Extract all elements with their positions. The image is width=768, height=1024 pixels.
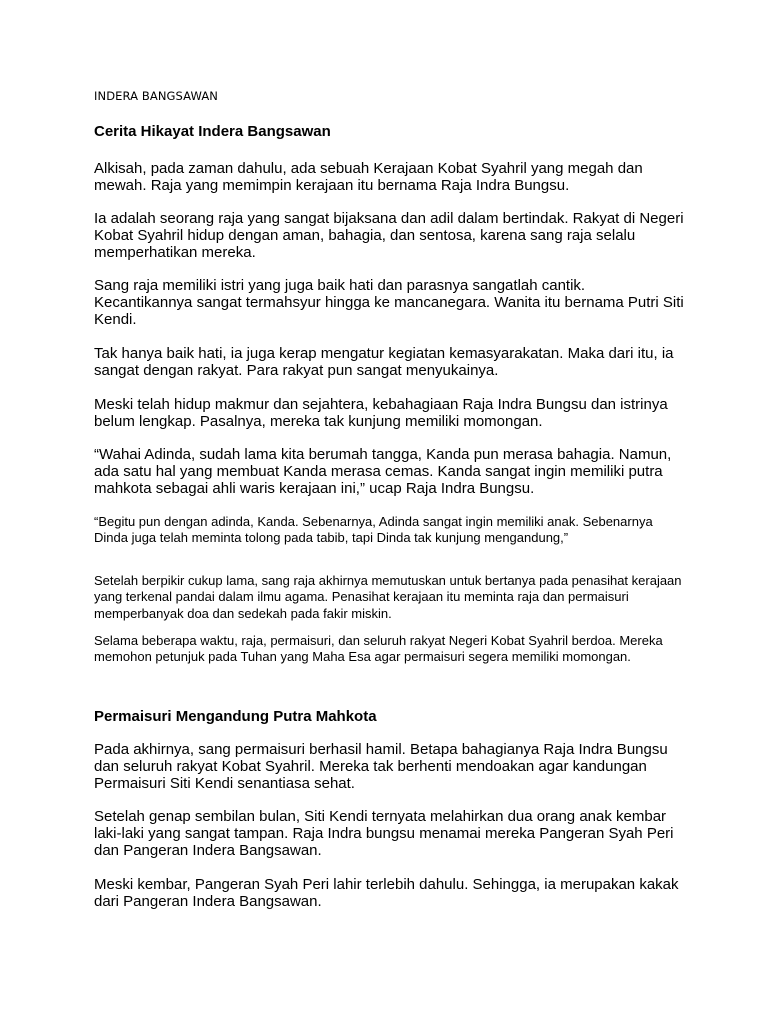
paragraph: Pada akhirnya, sang permaisuri berhasil hamil. Betapa bahagianya Raja Indra Bungsu dan seluruh rakyat Kobat Syahril. Mereka tak berhenti mendoakan agar kandungan Permaisuri Siti Kendi senantiasa sehat. <box>94 741 668 792</box>
paragraph: “Wahai Adinda, sudah lama kita berumah tangga, Kanda pun merasa bahagia. Namun, ada satu hal yang membuat Kanda merasa cemas. Kanda sangat ingin memiliki putra mahkota sebagai ahli waris kerajaan ini,” ucap Raja Indra Bungsu. <box>94 446 672 497</box>
story-title: Cerita Hikayat Indera Bangsawan <box>94 123 331 140</box>
document-label: INDERA BANGSAWAN <box>94 89 218 103</box>
paragraph: Ia adalah seorang raja yang sangat bijaksana dan adil dalam bertindak. Rakyat di Negeri Kobat Syahril hidup dengan aman, bahagia, dan sentosa, karena sang raja selalu memperhatikan mereka. <box>94 210 684 261</box>
paragraph: Tak hanya baik hati, ia juga kerap mengatur kegiatan kemasyarakatan. Maka dari itu, ia sangat dengan rakyat. Para rakyat pun sangat menyukainya. <box>94 345 674 379</box>
paragraph: Sang raja memiliki istri yang juga baik hati dan parasnya sangatlah cantik. Kecantikannya sangat termahsyur hingga ke mancanegara. Wanita itu bernama Putri Siti Kendi. <box>94 277 684 328</box>
section-heading: Permaisuri Mengandung Putra Mahkota <box>94 708 377 725</box>
paragraph: Alkisah, pada zaman dahulu, ada sebuah Kerajaan Kobat Syahril yang megah dan mewah. Raja yang memimpin kerajaan itu bernama Raja Indra Bungsu. <box>94 160 643 194</box>
paragraph: Setelah berpikir cukup lama, sang raja akhirnya memutuskan untuk bertanya pada penasihat kerajaan yang terkenal pandai dalam ilmu agama. Penasihat kerajaan itu meminta raja dan permaisuri memperbanyak doa dan sedekah pada fakir miskin. <box>94 573 682 621</box>
paragraph: “Begitu pun dengan adinda, Kanda. Sebenarnya, Adinda sangat ingin memiliki anak. Sebenarnya Dinda juga telah meminta tolong pada tabib, tapi Dinda tak kunjung mengandung,” <box>94 514 653 546</box>
paragraph: Selama beberapa waktu, raja, permaisuri, dan seluruh rakyat Negeri Kobat Syahril berdoa. Mereka memohon petunjuk pada Tuhan yang Maha Esa agar permaisuri segera memiliki momongan. <box>94 633 663 665</box>
paragraph: Meski kembar, Pangeran Syah Peri lahir terlebih dahulu. Sehingga, ia merupakan kakak dari Pangeran Indera Bangsawan. <box>94 876 679 910</box>
paragraph: Meski telah hidup makmur dan sejahtera, kebahagiaan Raja Indra Bungsu dan istrinya belum lengkap. Pasalnya, mereka tak kunjung memiliki momongan. <box>94 396 668 430</box>
paragraph: Setelah genap sembilan bulan, Siti Kendi ternyata melahirkan dua orang anak kembar laki-laki yang sangat tampan. Raja Indra bungsu menamai mereka Pangeran Syah Peri dan Pangeran Indera Bangsawan. <box>94 808 674 859</box>
